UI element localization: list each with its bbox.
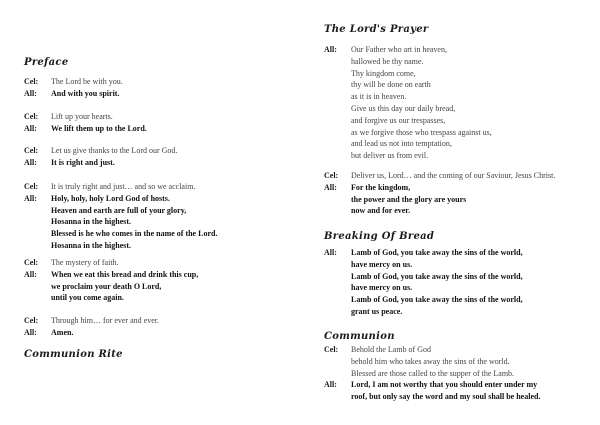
line-text: Our Father who art in heaven, bbox=[351, 45, 447, 54]
line-text: Hosanna in the highest. bbox=[51, 240, 132, 250]
line-text: The Lord be with you. bbox=[51, 77, 123, 86]
line-text: Deliver us, Lord… and the coming of our Saviour, Jesus Christ. bbox=[351, 171, 556, 180]
line-text: Blessed are those called to the supper of the Lamb. bbox=[351, 368, 515, 378]
line-text: grant us peace. bbox=[351, 306, 403, 316]
speaker-label: All: bbox=[324, 182, 337, 192]
line-text: Lamb of God, you take away the sins of the world, bbox=[351, 248, 523, 257]
speaker-label: Cel: bbox=[324, 345, 339, 354]
lords-prayer-heading: The Lord's Prayer bbox=[324, 24, 429, 35]
speaker-label: All: bbox=[24, 123, 37, 133]
line-text: Give us this day our daily bread, bbox=[351, 103, 456, 113]
line-text: Thy kingdom come, bbox=[351, 68, 416, 78]
line-text: Blessed is he who comes in the name of the Lord. bbox=[51, 229, 218, 239]
line-text: Lamb of God, you take away the sins of the world, bbox=[351, 295, 523, 305]
line-text: Let us give thanks to the Lord our God. bbox=[51, 146, 178, 155]
line-text: until you come again. bbox=[51, 293, 124, 303]
line-text: have mercy on us. bbox=[351, 259, 413, 269]
line-text: and forgive us our trespasses, bbox=[351, 115, 446, 125]
line-text: Holy, holy, holy Lord God of hosts. bbox=[51, 193, 170, 203]
line-text: behold him who takes away the sins of the world. bbox=[351, 356, 510, 366]
line-text: and lead us not into temptation, bbox=[351, 139, 452, 149]
line-text: Behold the Lamb of God bbox=[351, 345, 431, 354]
speaker-label: All: bbox=[24, 157, 37, 167]
preface-heading: Preface bbox=[24, 57, 69, 68]
line-text: hallowed be thy name. bbox=[351, 56, 424, 66]
speaker-label: Cel: bbox=[24, 316, 39, 325]
speaker-label: Cel: bbox=[24, 182, 39, 191]
speaker-label: All: bbox=[24, 269, 37, 279]
line-text: we proclaim your death O Lord, bbox=[51, 281, 162, 291]
speaker-label: All: bbox=[324, 45, 337, 54]
line-text: now and for ever. bbox=[351, 206, 411, 216]
speaker-label: All: bbox=[324, 380, 337, 390]
speaker-label: All: bbox=[24, 327, 37, 337]
line-text: as we forgive those who trespass against us, bbox=[351, 127, 492, 137]
line-text: but deliver us from evil. bbox=[351, 151, 429, 161]
speaker-label: All: bbox=[324, 248, 337, 257]
line-text: as it is in heaven. bbox=[351, 92, 407, 102]
line-text: thy will be done on earth bbox=[351, 80, 431, 90]
line-text: The mystery of faith. bbox=[51, 258, 119, 267]
line-text: have mercy on us. bbox=[351, 283, 413, 293]
line-text: For the kingdom, bbox=[351, 182, 411, 192]
line-text: And with you spirit. bbox=[51, 88, 120, 98]
communion-rite-heading: Communion Rite bbox=[24, 349, 123, 360]
line-text: Lamb of God, you take away the sins of the world, bbox=[351, 271, 523, 281]
line-text: Lift up your hearts. bbox=[51, 112, 113, 121]
breaking-of-bread-heading: Breaking Of Bread bbox=[324, 231, 435, 242]
line-text: Hosanna in the highest. bbox=[51, 217, 132, 227]
line-text: Heaven and earth are full of your glory, bbox=[51, 205, 187, 215]
line-text: Lord, I am not worthy that you should enter under my bbox=[351, 380, 538, 390]
speaker-label: Cel: bbox=[24, 146, 39, 155]
speaker-label: All: bbox=[24, 193, 37, 203]
speaker-label: All: bbox=[24, 88, 37, 98]
speaker-label: Cel: bbox=[24, 258, 39, 267]
line-text: Amen. bbox=[51, 327, 74, 337]
line-text: the power and the glory are yours bbox=[351, 194, 467, 204]
line-text: It is truly right and just… and so we acclaim. bbox=[51, 182, 196, 191]
line-text: roof, but only say the word and my soul shall be healed. bbox=[351, 392, 541, 402]
speaker-label: Cel: bbox=[24, 112, 39, 121]
line-text: It is right and just. bbox=[51, 157, 115, 167]
speaker-label: Cel: bbox=[324, 171, 339, 180]
line-text: Through him… for ever and ever. bbox=[51, 316, 159, 325]
line-text: We lift them up to the Lord. bbox=[51, 123, 147, 133]
line-text: When we eat this bread and drink this cup, bbox=[51, 269, 199, 279]
speaker-label: Cel: bbox=[24, 77, 39, 86]
communion-heading: Communion bbox=[324, 331, 395, 342]
